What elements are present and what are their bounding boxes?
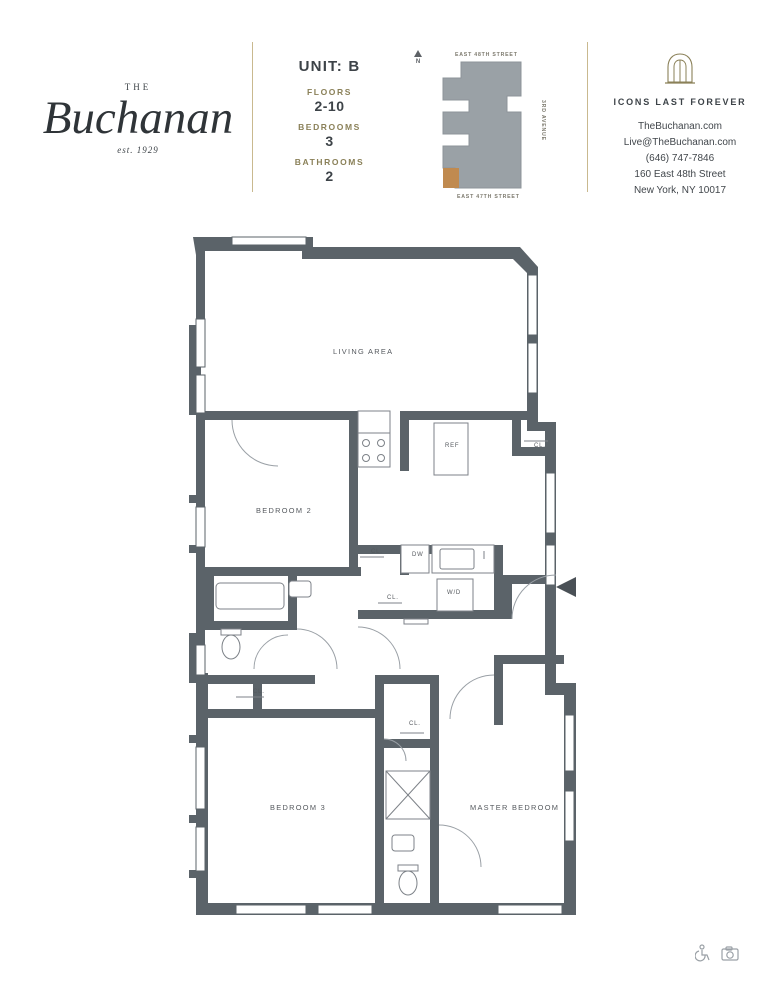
floorplan	[0, 215, 773, 945]
logo-brand-name: Buchanan	[42, 92, 234, 144]
wheelchair-icon	[695, 944, 711, 962]
brand-logo	[38, 82, 238, 155]
building-arch-icon	[663, 52, 697, 86]
bedrooms-label: BEDROOMS	[298, 122, 361, 132]
map-avenue-label: 3RD AVENUE	[540, 100, 546, 141]
fixture-label-dw: DW	[412, 552, 424, 558]
unit-info	[252, 58, 407, 192]
floorplan-drawing	[0, 215, 773, 945]
fixture-label-closet-hall: CL.	[387, 595, 399, 601]
north-arrow-icon	[410, 50, 426, 65]
phone-number[interactable]: (646) 747-7846	[645, 153, 715, 164]
building-footprint-diagram	[429, 60, 549, 195]
map-street-north-label: EAST 48TH STREET	[455, 52, 518, 58]
key-map-column	[407, 30, 587, 200]
map-street-south-label: EAST 47TH STREET	[457, 194, 520, 200]
entry-arrow-icon	[556, 577, 576, 597]
bathrooms-value: 2	[325, 168, 334, 184]
north-label: N	[415, 59, 421, 65]
key-map	[407, 38, 587, 198]
logo-column	[0, 30, 252, 195]
fixture-label-wd: W/D	[447, 590, 462, 596]
fixture-label-ref: REF	[445, 443, 460, 449]
fixture-label-closet-center: CL.	[409, 721, 421, 727]
page-header	[0, 30, 773, 210]
tagline: ICONS LAST FOREVER	[613, 97, 747, 107]
floors-value: 2-10	[314, 98, 345, 114]
contact-info	[587, 52, 773, 199]
fixture-label-closet-bedroom3: CL.	[253, 689, 265, 695]
room-label-bedroom-3: BEDROOM 3	[270, 803, 327, 812]
camera-icon	[721, 946, 739, 961]
unit-info-column	[252, 30, 407, 195]
email-link[interactable]: Live@TheBuchanan.com	[623, 137, 737, 148]
logo-established: est. 1929	[117, 145, 159, 155]
footer-icons	[695, 944, 739, 962]
website-link[interactable]: TheBuchanan.com	[638, 121, 722, 132]
floors-label: FLOORS	[306, 87, 352, 97]
unit-title: UNIT: B	[298, 58, 361, 75]
room-label-living-area: LIVING AREA	[333, 347, 394, 356]
bedrooms-value: 3	[325, 133, 334, 149]
bathrooms-label: BATHROOMS	[294, 157, 365, 167]
room-label-bedroom-2: BEDROOM 2	[256, 506, 313, 515]
fixture-label-closet-kitchen: CL.	[371, 549, 383, 555]
logo-the-text: THE	[124, 82, 152, 92]
room-label-master-bedroom: MASTER BEDROOM	[470, 803, 560, 812]
contact-column	[587, 30, 773, 195]
address-line-2: New York, NY 10017	[633, 185, 727, 196]
address-line-1: 160 East 48th Street	[634, 169, 726, 180]
fixture-label-closet-living: CL.	[534, 443, 546, 449]
